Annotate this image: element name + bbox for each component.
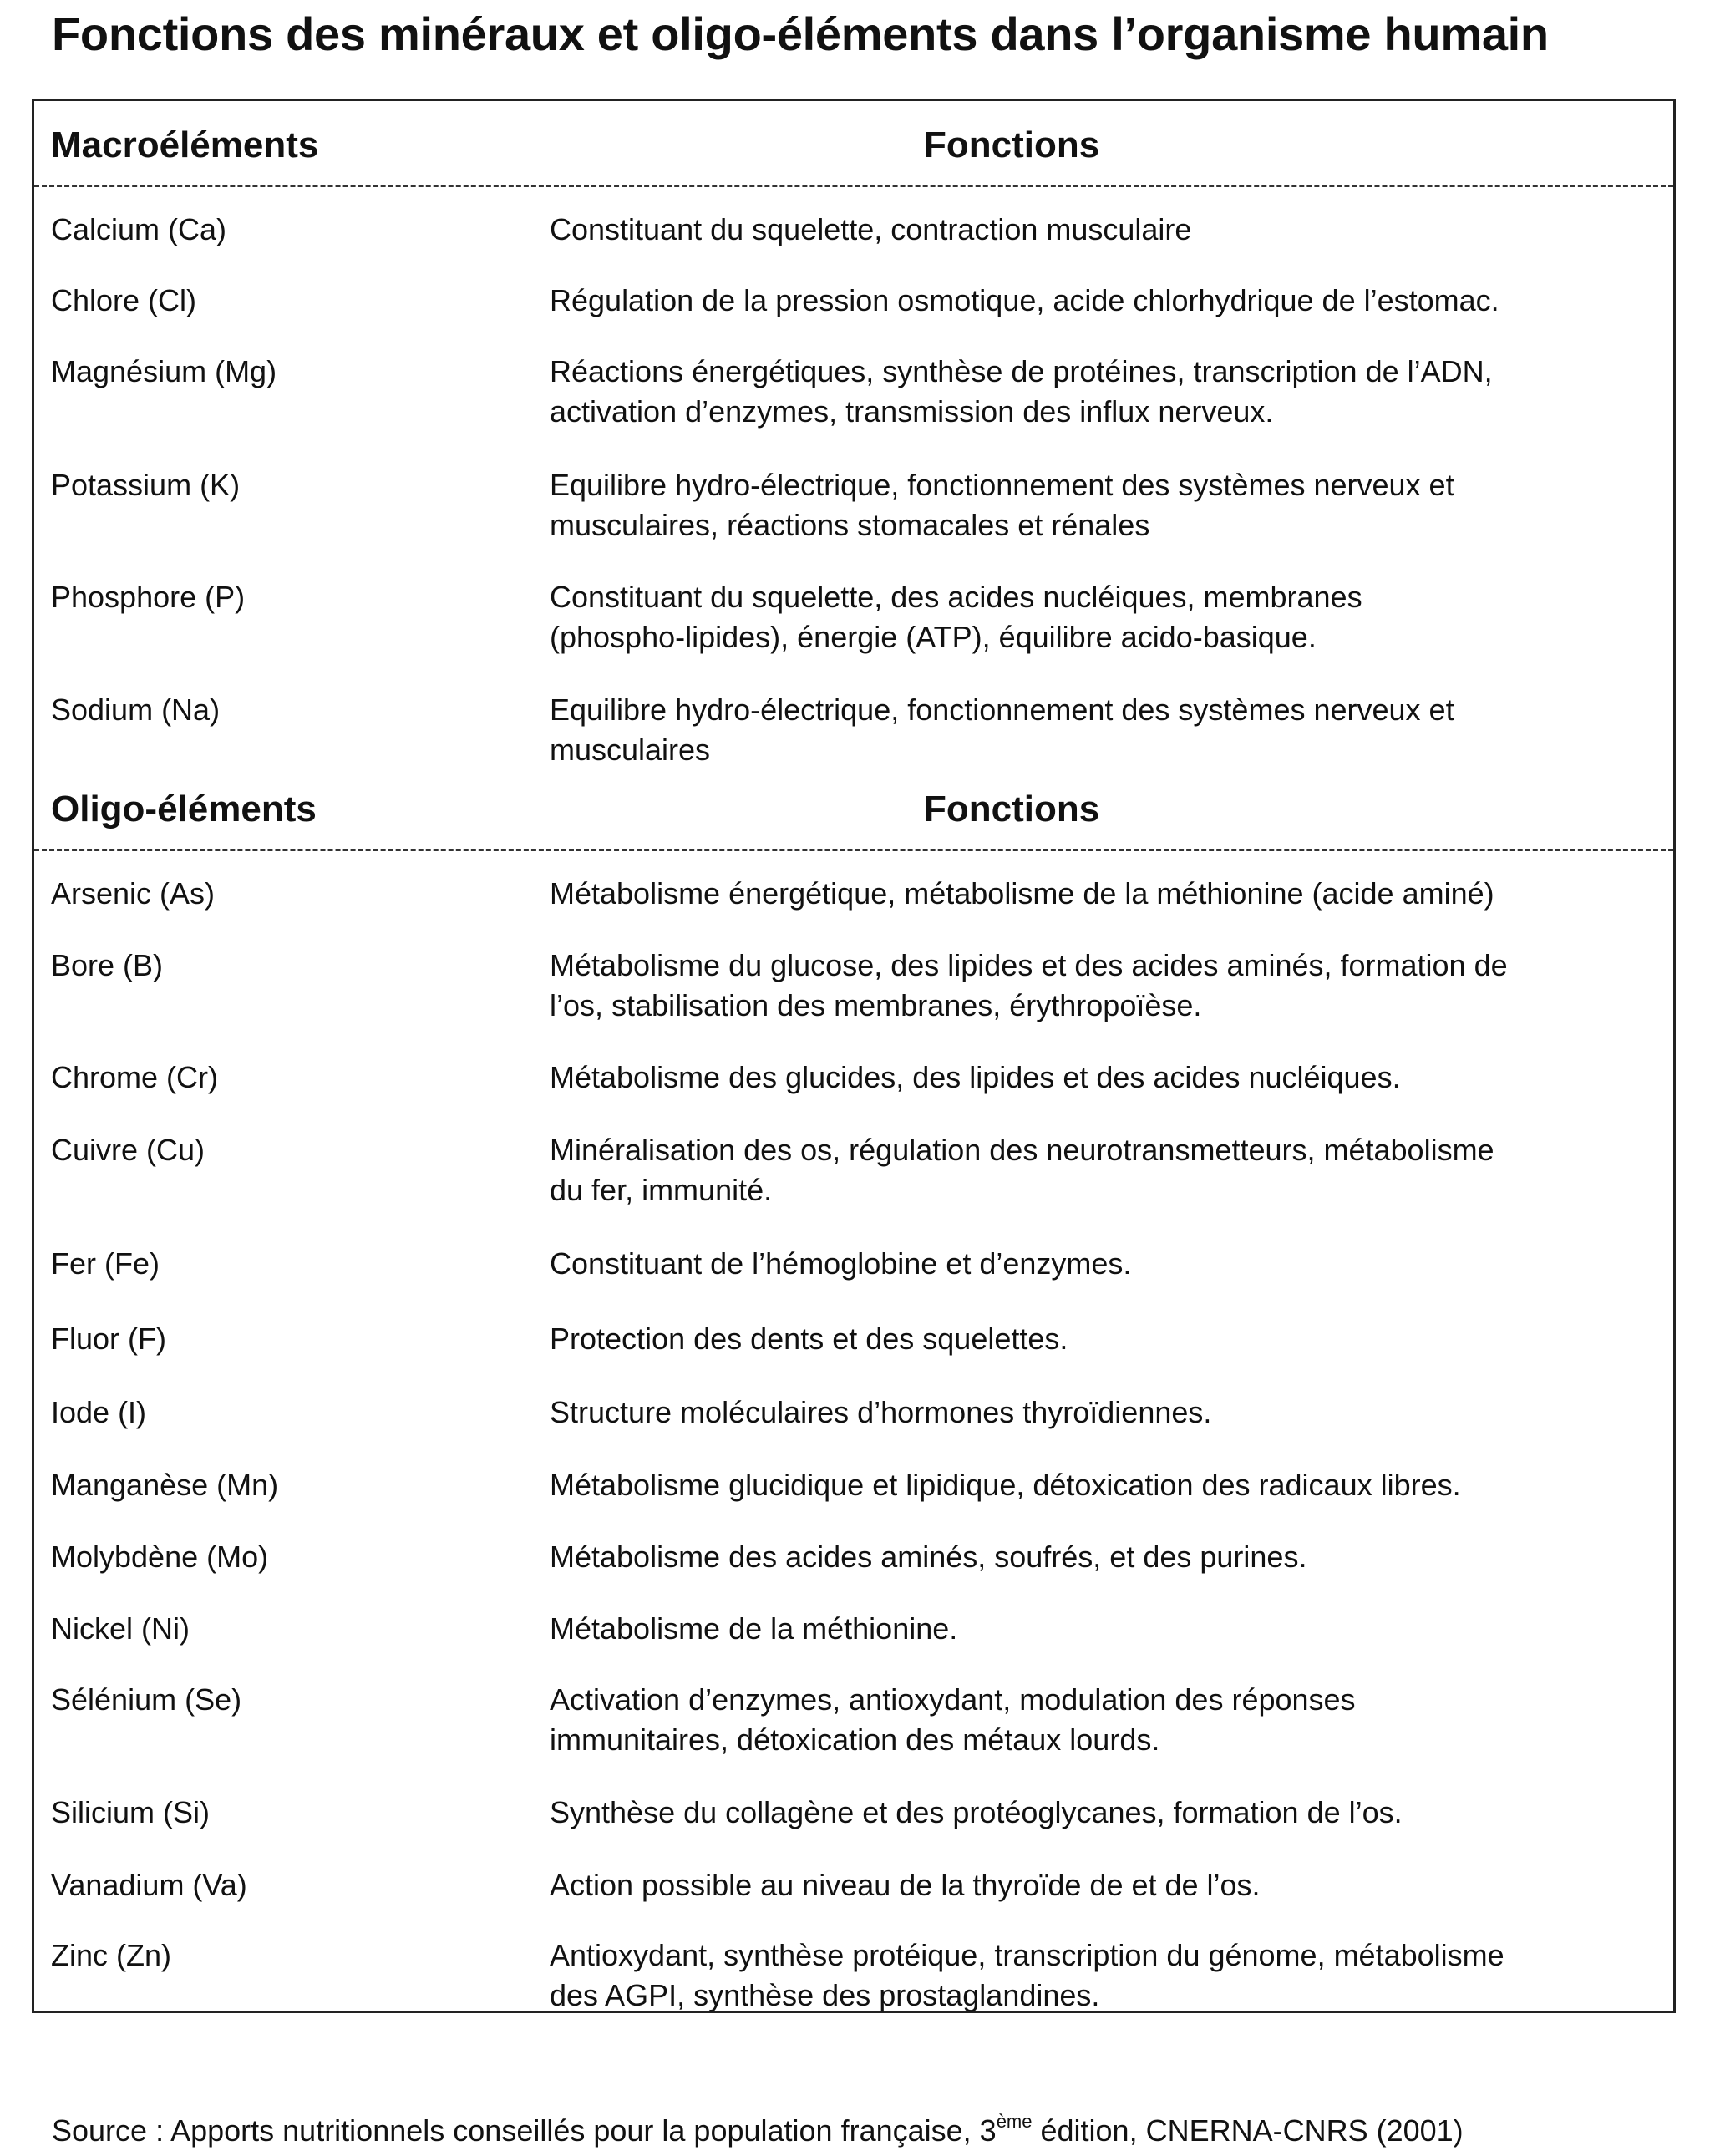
element-name: Manganèse (Mn)	[51, 1468, 279, 1502]
element-name: Vanadium (Va)	[51, 1868, 247, 1902]
oligo-header	[34, 765, 1673, 840]
oligo-divider	[34, 849, 1673, 851]
element-function: Régulation de la pression osmotique, acide chlorhydrique de l’estomac.	[550, 283, 1499, 317]
element-function: Structure moléculaires d’hormones thyroïdiennes.	[550, 1395, 1212, 1429]
element-name: Iode (I)	[51, 1395, 147, 1429]
element-name: Fluor (F)	[51, 1322, 166, 1356]
element-name: Calcium (Ca)	[51, 212, 227, 246]
element-function: Equilibre hydro-électrique, fonctionnement des systèmes nerveux et musculaires	[550, 692, 1454, 767]
element-function: Synthèse du collagène et des protéoglycanes, formation de l’os.	[550, 1795, 1403, 1829]
table-frame	[32, 99, 1676, 2013]
element-name: Arsenic (As)	[51, 876, 216, 911]
element-name: Magnésium (Mg)	[51, 354, 277, 388]
element-function: Activation d’enzymes, antioxydant, modulation des réponses immunitaires, détoxication des métaux lourds.	[550, 1682, 1356, 1757]
element-function: Action possible au niveau de la thyroïde de et de l’os.	[550, 1868, 1261, 1902]
element-name: Phosphore (P)	[51, 580, 246, 614]
element-function: Métabolisme des acides aminés, soufrés, et des purines.	[550, 1540, 1307, 1574]
macro-divider	[34, 185, 1673, 187]
element-function: Métabolisme de la méthionine.	[550, 1611, 958, 1646]
element-name: Bore (B)	[51, 948, 164, 982]
element-name: Chrome (Cr)	[51, 1060, 219, 1094]
element-function: Métabolisme du glucose, des lipides et des acides aminés, formation de l’os, stabilisation des membranes, érythropoïèse.	[550, 948, 1508, 1022]
element-function: Métabolisme des glucides, des lipides et des acides nucléiques.	[550, 1060, 1401, 1094]
element-function: Constituant de l’hémoglobine et d’enzymes.	[550, 1246, 1132, 1281]
element-name: Fer (Fe)	[51, 1246, 160, 1281]
element-name: Potassium (K)	[51, 468, 241, 502]
element-name: Cuivre (Cu)	[51, 1133, 205, 1167]
element-function: Protection des dents et des squelettes.	[550, 1322, 1068, 1356]
element-name: Nickel (Ni)	[51, 1611, 190, 1646]
macro-functions-header: Fonctions	[924, 124, 1100, 165]
element-function: Constituant du squelette, des acides nucléiques, membranes (phospho-lipides), énergie (ATP), équilibre acido-basique.	[550, 580, 1362, 654]
element-name: Silicium (Si)	[51, 1795, 211, 1829]
macro-header	[34, 101, 1673, 176]
source-suffix: édition, CNERNA-CNRS (2001)	[1032, 2113, 1464, 2148]
oligo-functions-header: Fonctions	[924, 789, 1100, 829]
element-name: Zinc (Zn)	[51, 1938, 171, 1972]
element-function: Antioxydant, synthèse protéique, transcription du génome, métabolisme des AGPI, synthèse des prostaglandines.	[550, 1938, 1504, 2012]
element-function: Réactions énergétiques, synthèse de protéines, transcription de l’ADN, activation d’enzymes, transmission des influx nerveux.	[550, 354, 1493, 429]
element-name: Sodium (Na)	[51, 692, 221, 727]
element-function: Métabolisme énergétique, métabolisme de la méthionine (acide aminé)	[550, 876, 1494, 911]
element-name: Chlore (Cl)	[51, 283, 197, 317]
element-function: Minéralisation des os, régulation des neurotransmetteurs, métabolisme du fer, immunité.	[550, 1133, 1494, 1207]
element-name: Sélénium (Se)	[51, 1682, 242, 1717]
element-function: Constituant du squelette, contraction musculaire	[550, 212, 1192, 246]
macro-header-label: Macroéléments	[51, 124, 319, 165]
page-title: Fonctions des minéraux et oligo-éléments dans l’organisme humain	[52, 8, 1549, 60]
oligo-header-label: Oligo-éléments	[51, 789, 317, 829]
source-prefix: Source : Apports nutritionnels conseillés pour la population française, 3	[52, 2113, 997, 2148]
element-name: Molybdène (Mo)	[51, 1540, 269, 1574]
source-citation	[52, 2113, 1464, 2148]
source-superscript: ème	[996, 2111, 1033, 2132]
element-function: Equilibre hydro-électrique, fonctionnement des systèmes nerveux et musculaires, réactions stomacales et rénales	[550, 468, 1454, 542]
element-function: Métabolisme glucidique et lipidique, détoxication des radicaux libres.	[550, 1468, 1461, 1502]
